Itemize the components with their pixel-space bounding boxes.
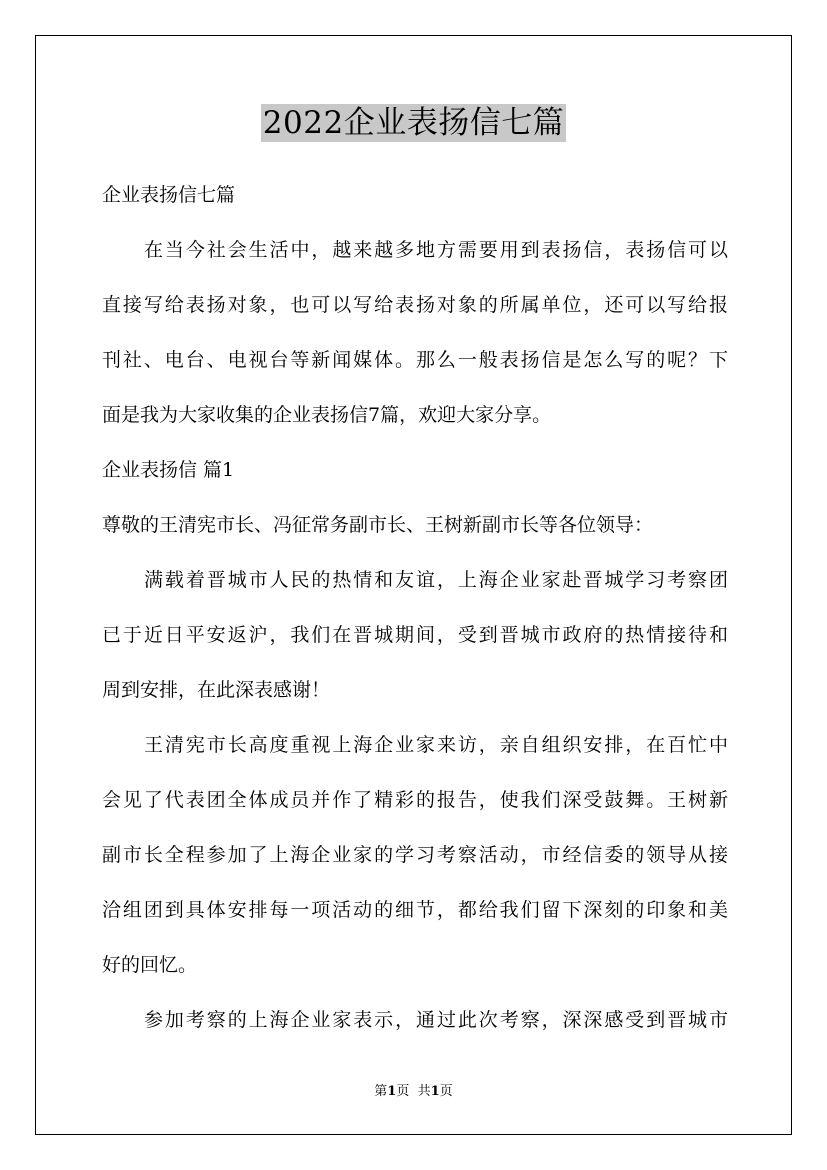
document-body bbox=[102, 178, 728, 1058]
body-line: 直接写给表扬对象，也可以写给表扬对象的所属单位，还可以写给报 bbox=[102, 294, 728, 316]
footer-total-number: 1 bbox=[430, 1084, 440, 1099]
footer-page-prefix: 第 bbox=[374, 1084, 388, 1099]
body-line: 会见了代表团全体成员并作了精彩的报告，使我们深受鼓舞。王树新 bbox=[102, 789, 728, 811]
body-line: 参加考察的上海企业家表示，通过此次考察，深深感受到晋城市 bbox=[144, 1009, 728, 1031]
body-line: 面是我为大家收集的企业表扬信7篇，欢迎大家分享。 bbox=[102, 404, 552, 426]
body-line: 企业表扬信七篇 bbox=[102, 184, 236, 206]
body-line: 在当今社会生活中，越来越多地方需要用到表扬信，表扬信可以 bbox=[144, 239, 728, 261]
body-line: 王清宪市长高度重视上海企业家来访，亲自组织安排，在百忙中 bbox=[144, 734, 728, 756]
footer-page-suffix: 页 bbox=[396, 1084, 410, 1099]
body-line: 刊社、电台、电视台等新闻媒体。那么一般表扬信是怎么写的呢？下 bbox=[102, 349, 728, 371]
footer-total-suffix: 页 bbox=[439, 1084, 453, 1099]
body-line: 副市长全程参加了上海企业家的学习考察活动，市经信委的领导从接 bbox=[102, 844, 728, 866]
page-footer bbox=[0, 1084, 827, 1100]
body-line: 洽组团到具体安排每一项活动的细节，都给我们留下深刻的印象和美 bbox=[102, 899, 728, 921]
document-title: 2022企业表扬信七篇 bbox=[262, 105, 565, 141]
body-line: 周到安排，在此深表感谢！ bbox=[102, 679, 331, 701]
title-container bbox=[0, 104, 827, 142]
body-line: 已于近日平安返沪，我们在晋城期间，受到晋城市政府的热情接待和 bbox=[102, 624, 728, 646]
body-line: 满载着晋城市人民的热情和友谊，上海企业家赴晋城学习考察团 bbox=[144, 569, 728, 591]
footer-page-number: 1 bbox=[387, 1084, 397, 1099]
section-heading: 企业表扬信 篇1 bbox=[102, 459, 235, 481]
salutation-line: 尊敬的王清宪市长、冯征常务副市长、王树新副市长等各位领导： bbox=[102, 514, 654, 536]
footer-total-prefix: 共 bbox=[417, 1084, 431, 1099]
body-line: 好的回忆。 bbox=[102, 954, 198, 976]
